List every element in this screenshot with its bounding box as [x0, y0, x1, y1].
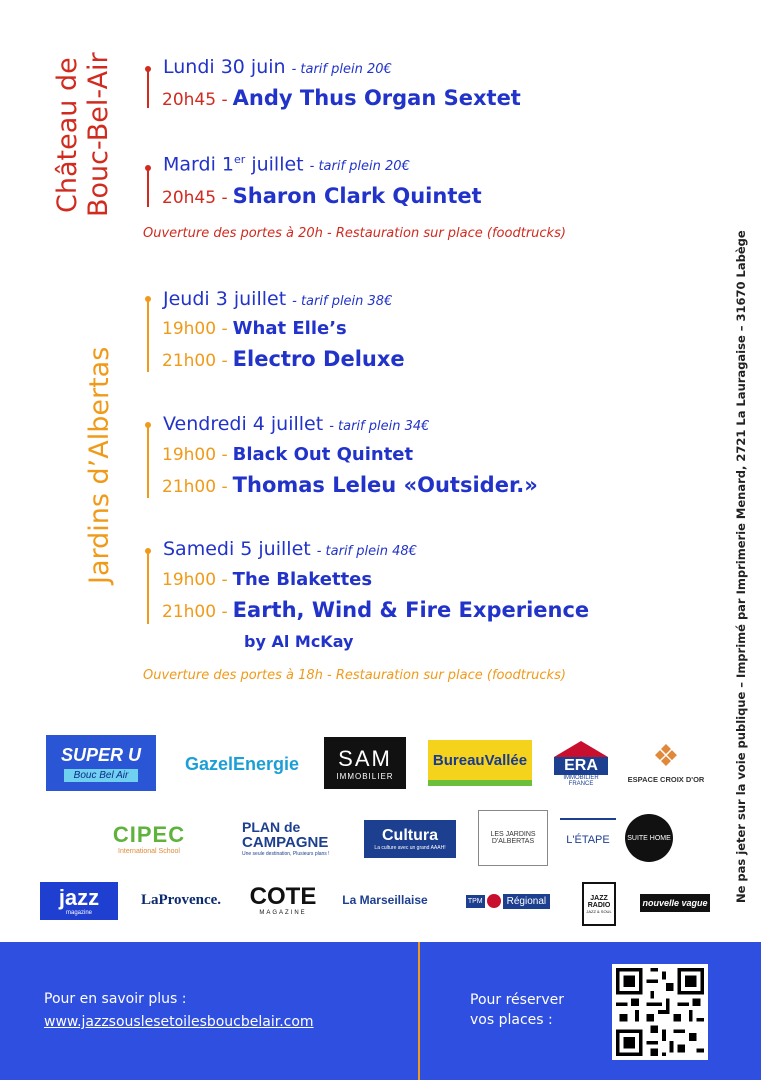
- gazelenergie-logo: GazelEnergie: [184, 753, 300, 774]
- la-marseillaise-logo: La Marseillaise: [342, 893, 428, 907]
- day-date: Samedi 5 juillet - tarif plein 48€: [163, 538, 417, 560]
- timeline-line: [147, 169, 149, 207]
- timeline-line: [147, 552, 149, 624]
- website-link[interactable]: www.jazzsouslesetoilesboucbelair.com: [44, 1014, 314, 1030]
- nouvelle-vague-logo: nouvelle vague: [640, 894, 710, 912]
- timeline-line: [147, 426, 149, 498]
- slot: 19h00 - What Elle’s: [162, 318, 347, 339]
- slot: 20h45 - Sharon Clark Quintet: [162, 184, 482, 208]
- qr-code[interactable]: [612, 964, 708, 1060]
- era-logo: ERA IMMOBILIER FRANCE: [554, 730, 608, 798]
- reserve-label-line1: Pour réserver: [470, 992, 564, 1008]
- regional-logo: TPM Régional: [462, 890, 554, 912]
- day-date: Lundi 30 juin - tarif plein 20€: [163, 56, 392, 78]
- slot: 20h45 - Andy Thus Organ Sextet: [162, 86, 521, 110]
- reserve-label-line2: vos places :: [470, 1012, 553, 1028]
- plan-de-campagne-logo: PLAN de CAMPAGNE Une seule destination, Plusieurs plans !: [242, 818, 330, 857]
- venue-chateau-label: Château de Bouc-Bel-Air: [52, 52, 114, 218]
- doors-note: Ouverture des portes à 20h - Restauration sur place (foodtrucks): [143, 226, 566, 241]
- timeline-line: [147, 300, 149, 372]
- footer-divider: [418, 942, 420, 1080]
- bureau-vallee-logo: BureauVallée: [428, 740, 532, 786]
- venue-jardins-label: Jardins d’Albertas: [84, 346, 115, 584]
- espace-croix-dor-logo: ❖ ESPACE CROIX D'OR: [627, 739, 705, 784]
- slot: 19h00 - Black Out Quintet: [162, 444, 414, 465]
- doors-note: Ouverture des portes à 18h - Restauration sur place (foodtrucks): [143, 668, 566, 683]
- timeline-line: [147, 70, 149, 108]
- jazz-radio-logo: JAZZ RADIO JAZZ & SOUL: [582, 882, 616, 926]
- slot: 21h00 - Electro Deluxe: [162, 347, 405, 371]
- cipec-logo: CIPEC International School: [112, 821, 186, 855]
- super-u-logo: SUPER U Bouc Bel Air: [44, 733, 158, 793]
- artist-subtitle: by Al McKay: [244, 632, 354, 651]
- day-date: Vendredi 4 juillet - tarif plein 34€: [163, 413, 430, 435]
- suite-home-logo: SUITE HOME: [625, 814, 673, 862]
- sam-immobilier-logo: SAM IMMOBILIER: [324, 737, 406, 789]
- cultura-logo: Cultura La culture avec un grand AAAH!: [364, 820, 456, 858]
- la-provence-logo: LaProvence.: [140, 891, 222, 908]
- cote-magazine-logo: COTE MAGAZINE: [249, 883, 317, 916]
- slot: 21h00 - Earth, Wind & Fire Experience: [162, 598, 590, 622]
- day-date: Jeudi 3 juillet - tarif plein 38€: [163, 288, 393, 310]
- print-notice: Ne pas jeter sur la voie publique – Imprimé par Imprimerie Menard, 2721 La Lauragaise – 31670 Labège: [734, 230, 748, 903]
- jazz-magazine-logo: jazz magazine: [40, 882, 118, 920]
- day-date: Mardi 1er juillet - tarif plein 20€: [163, 153, 410, 176]
- slot: 21h00 - Thomas Leleu «Outsider.»: [162, 473, 538, 497]
- info-label: Pour en savoir plus :: [44, 991, 187, 1007]
- letape-logo: L'ÉTAPE: [560, 818, 616, 860]
- slot: 19h00 - The Blakettes: [162, 569, 373, 590]
- jardins-albertas-logo: LES JARDINS D'ALBERTAS: [478, 810, 548, 866]
